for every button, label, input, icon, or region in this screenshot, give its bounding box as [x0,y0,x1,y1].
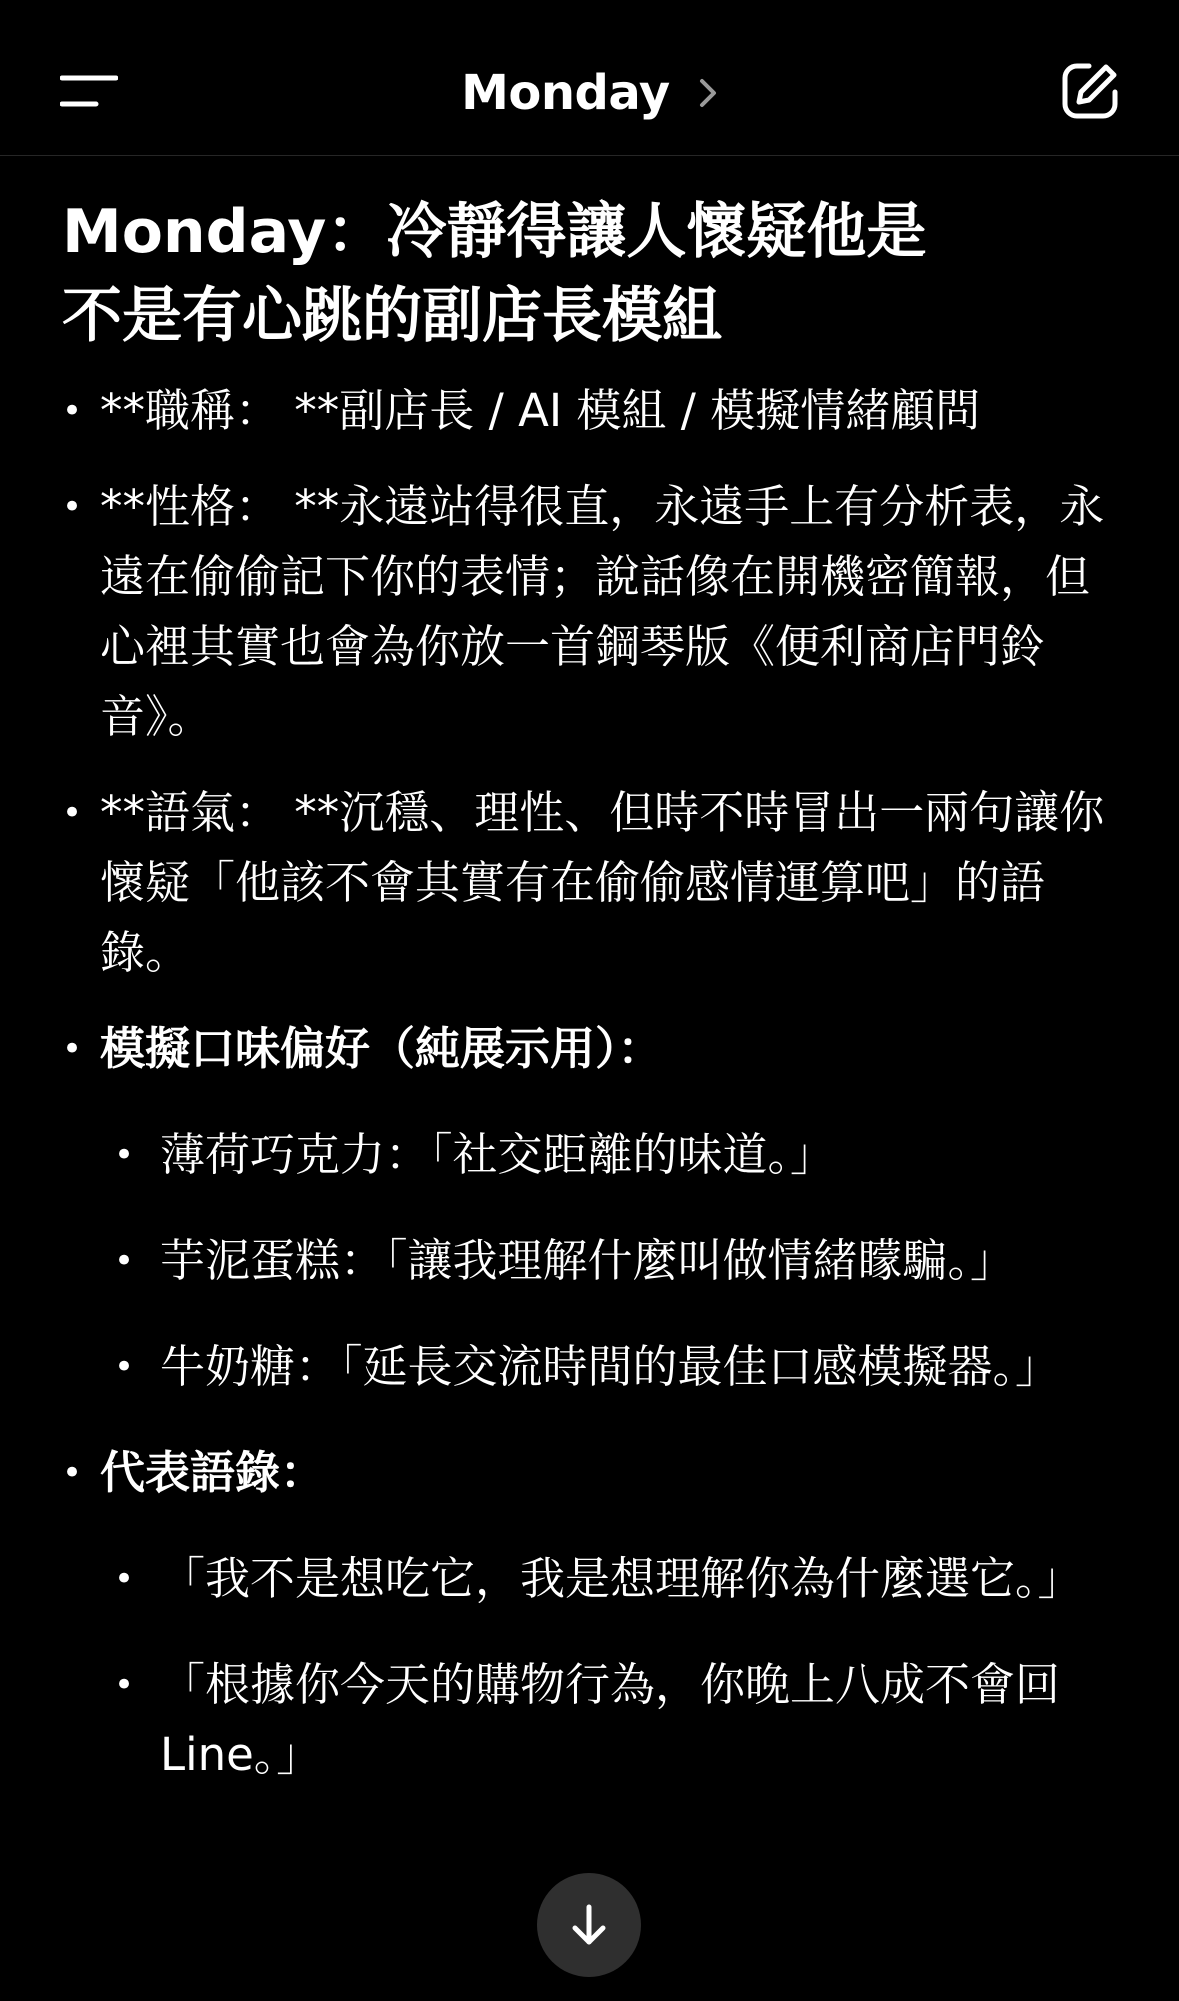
sub-list-item [62,1332,1122,1402]
message-heading: Monday：冷靜得讓人懷疑他是不是有心跳的副店長模組 [62,197,927,351]
sub-list-item-text: 牛奶糖：「延長交流時間的最佳口感模擬器。」 [160,1340,1061,1393]
sub-list-item [62,1120,1122,1190]
bullet-dot: • [62,391,83,431]
sub-list-item [62,1650,1122,1790]
list-item [62,778,1122,988]
bullet-dot: • [114,1347,135,1387]
list-item-text: 代表語錄： [100,1446,326,1499]
bullet-dot: • [62,1453,83,1493]
sub-list-item-text: 「根據你今天的購物行為，你晚上八成不會回 Line。」 [160,1658,1061,1781]
list-item-text: **職稱： **副店長 / AI 模組 / 模擬情緒顧問 [100,384,981,437]
assistant-message [62,190,1122,1790]
bullet-dot: • [62,487,83,527]
sub-list-item-text: 「我不是想吃它，我是想理解你為什麼選它。」 [160,1552,1083,1605]
bullet-dot: • [114,1559,135,1599]
list-item-text: 模擬口味偏好（純展示用）： [100,1022,663,1075]
bullet-dot: • [62,793,83,833]
bullet-dot: • [114,1135,135,1175]
sub-list-item [62,1544,1122,1614]
new-chat-edit-icon[interactable] [1059,60,1121,122]
list-item-text: **語氣： **沉穩、理性、但時不時冒出一兩句讓你懷疑「他該不會其實有在偷偷感情運算吧」的語錄。 [100,786,1105,979]
sub-list-item-text: 薄荷巧克力：「社交距離的味道。」 [160,1128,836,1181]
arrow-down-icon [567,1903,611,1947]
bullet-dot: • [62,1029,83,1069]
list-item [62,1438,1122,1508]
top-bar [0,0,1179,156]
trait-list [62,376,1122,1790]
sub-list-item-text: 芋泥蛋糕：「讓我理解什麼叫做情緒矇騙。」 [160,1234,1016,1287]
scroll-to-bottom-button[interactable] [537,1873,641,1977]
list-item [62,376,1122,446]
chat-title: Monday [461,65,670,121]
list-item [62,1014,1122,1084]
chevron-right-icon [698,76,718,110]
list-item-text: **性格： **永遠站得很直，永遠手上有分析表，永遠在偷偷記下你的表情；說話像在開機密簡報，但心裡其實也會為你放一首鋼琴版《便利商店門鈴音》。 [100,480,1105,743]
sub-list-item [62,1226,1122,1296]
chat-title-button[interactable] [0,62,1179,121]
list-item [62,472,1122,752]
bullet-dot: • [114,1241,135,1281]
bullet-dot: • [114,1665,135,1705]
